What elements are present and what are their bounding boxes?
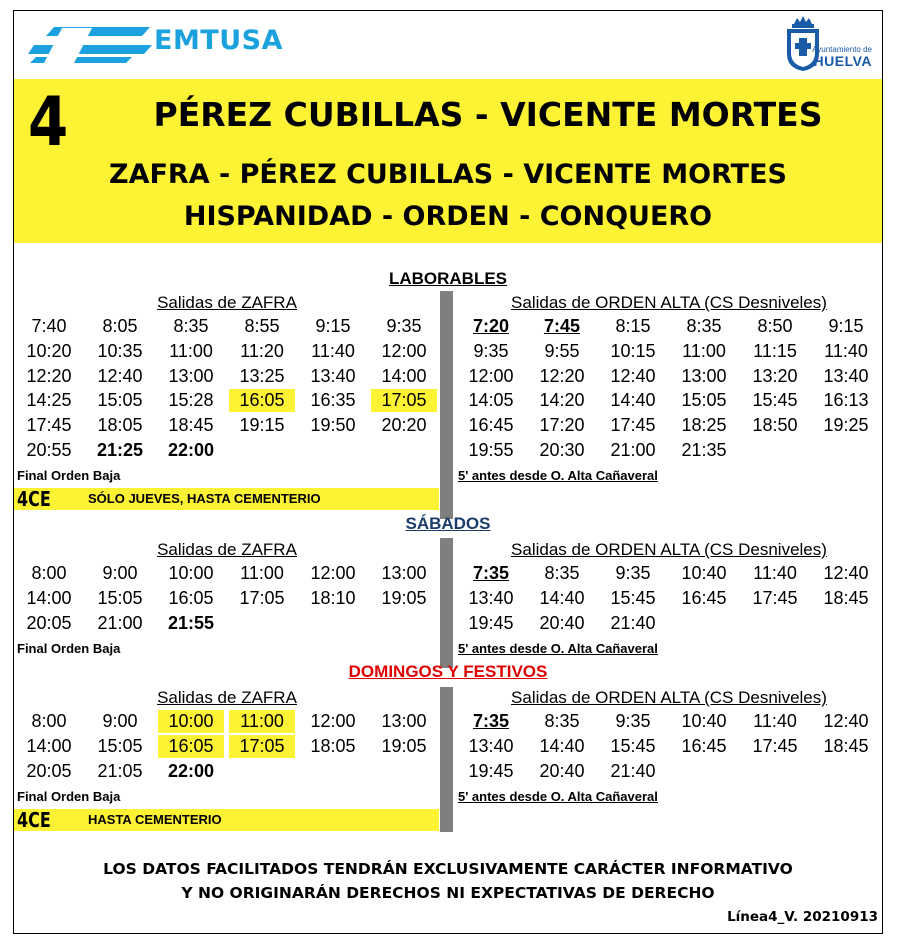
domingos-right-note: 5' antes desde O. Alta Cañaveral bbox=[458, 789, 658, 804]
domingos-right-time-cell: 20:40 bbox=[539, 760, 585, 781]
laborables-right-time-cell: 21:35 bbox=[681, 440, 727, 460]
sabados-right-time-cell: 19:45 bbox=[468, 612, 514, 633]
band-code-4ce: 4CE bbox=[17, 487, 51, 511]
laborables-left-time-cell: 16:35 bbox=[310, 390, 356, 411]
laborables-zafra-header: Salidas de ZAFRA bbox=[157, 293, 297, 312]
laborables-right-time-cell: 11:15 bbox=[753, 340, 797, 361]
laborables-left-time-cell: 9:35 bbox=[386, 316, 422, 336]
domingos-right-time-cell: 19:45 bbox=[468, 760, 514, 781]
sabados-left-time-cell: 16:05 bbox=[168, 587, 214, 608]
laborables-left-time-cell: 7:40 bbox=[31, 316, 67, 336]
sabados-right-time-cell: 21:40 bbox=[610, 612, 656, 633]
sabados-right-time-cell: 14:40 bbox=[539, 587, 585, 608]
laborables-left-time-cell: 19:15 bbox=[239, 415, 285, 436]
domingos-right-time-cell: 8:35 bbox=[544, 711, 580, 731]
domingos-right-time-cell: 15:45 bbox=[610, 735, 656, 756]
domingos-left-time-cell: 8:00 bbox=[31, 711, 67, 731]
sabados-left-time-cell: 13:00 bbox=[381, 563, 427, 583]
sabados-right-time-cell: 15:45 bbox=[610, 587, 656, 608]
laborables-left-time-cell: 11:00 bbox=[169, 340, 213, 361]
laborables-left-time-cell: 18:05 bbox=[97, 415, 143, 436]
domingos-right-time-cell: 11:40 bbox=[753, 711, 797, 731]
route-header bbox=[14, 79, 882, 243]
laborables-right-time-cell: 11:40 bbox=[824, 340, 868, 361]
laborables-right-time-cell: 12:00 bbox=[468, 365, 514, 386]
sabados-right-note: 5' antes desde O. Alta Cañaveral bbox=[458, 641, 658, 656]
laborables-left-time-cell: 11:20 bbox=[240, 340, 284, 361]
laborables-right-time-cell: 8:50 bbox=[757, 316, 793, 336]
sabados-right-time-cell: 8:35 bbox=[544, 563, 580, 583]
domingos-orden-header: Salidas de ORDEN ALTA (CS Desniveles) bbox=[511, 688, 827, 707]
sabados-right-time-cell: 20:40 bbox=[539, 612, 585, 633]
laborables-right-time-cell: 15:05 bbox=[681, 390, 727, 411]
laborables-left-time-cell: 10:20 bbox=[26, 340, 72, 361]
laborables-left-note: Final Orden Baja bbox=[17, 468, 121, 483]
section-title-laborables: LABORABLES bbox=[388, 269, 508, 288]
logo-bar bbox=[14, 11, 882, 79]
sabados-left-time-cell: 9:00 bbox=[102, 563, 138, 583]
sabados-left-time-cell: 10:00 bbox=[168, 563, 214, 583]
laborables-right-time-cell: 19:55 bbox=[468, 440, 514, 460]
laborables-right-time-cell: 13:40 bbox=[823, 365, 869, 386]
laborables-left-time-cell: 21:25 bbox=[96, 440, 144, 460]
route-title: PÉREZ CUBILLAS - VICENTE MORTES bbox=[153, 95, 823, 134]
sabados-left-time-cell: 11:00 bbox=[240, 563, 284, 583]
laborables-left-time-cell: 14:25 bbox=[26, 390, 72, 411]
sabados-right-time-cell: 10:40 bbox=[681, 563, 727, 583]
sabados-zafra-header: Salidas de ZAFRA bbox=[157, 540, 297, 559]
section-title-domingos: DOMINGOS Y FESTIVOS bbox=[348, 662, 548, 681]
laborables-right-time-cell: 18:50 bbox=[752, 415, 798, 436]
sabados-left-time-cell: 19:05 bbox=[381, 587, 427, 608]
huelva-label: HUELVA bbox=[813, 53, 872, 69]
domingos-left-time-cell: 11:00 bbox=[229, 710, 295, 733]
timetable-sheet bbox=[13, 10, 883, 934]
sabados-right-time-cell: 13:40 bbox=[468, 587, 514, 608]
laborables-right-time-cell: 14:40 bbox=[610, 390, 656, 411]
domingos-right-time-cell: 16:45 bbox=[681, 735, 727, 756]
laborables-left-time-cell: 14:00 bbox=[381, 365, 427, 386]
laborables-left-time-cell: 16:05 bbox=[229, 389, 295, 412]
sabados-right-time-cell: 11:40 bbox=[753, 563, 797, 583]
route-stops-line-1: ZAFRA - PÉREZ CUBILLAS - VICENTE MORTES bbox=[109, 159, 787, 190]
sabados-left-time-cell: 15:05 bbox=[97, 587, 143, 608]
laborables-left-time-cell: 8:55 bbox=[244, 316, 280, 336]
laborables-left-time-cell: 15:28 bbox=[168, 390, 214, 411]
domingos-left-time-cell: 22:00 bbox=[167, 760, 215, 781]
divider-laborables bbox=[440, 291, 453, 519]
line-number: 4 bbox=[28, 83, 69, 162]
laborables-4ce-band bbox=[14, 488, 439, 510]
laborables-right-time-cell: 16:45 bbox=[468, 415, 514, 436]
sabados-left-time-cell: 14:00 bbox=[26, 587, 72, 608]
laborables-right-time-cell: 9:55 bbox=[544, 340, 580, 361]
laborables-right-note: 5' antes desde O. Alta Cañaveral bbox=[458, 468, 658, 483]
domingos-right-time-cell: 7:35 bbox=[472, 711, 510, 731]
laborables-right-time-cell: 12:40 bbox=[610, 365, 656, 386]
laborables-right-time-cell: 21:00 bbox=[610, 440, 656, 460]
domingos-right-time-cell: 18:45 bbox=[823, 735, 869, 756]
laborables-right-time-cell: 7:20 bbox=[472, 316, 510, 336]
domingos-left-time-cell: 19:05 bbox=[381, 735, 427, 756]
sabados-orden-header: Salidas de ORDEN ALTA (CS Desniveles) bbox=[511, 540, 827, 559]
domingos-right-time-cell: 21:40 bbox=[610, 760, 656, 781]
domingos-left-note: Final Orden Baja bbox=[17, 789, 121, 804]
domingos-left-time-cell: 10:00 bbox=[158, 710, 224, 733]
band-text: SÓLO JUEVES, HASTA CEMENTERIO bbox=[88, 491, 321, 506]
sabados-left-time-cell: 8:00 bbox=[31, 563, 67, 583]
laborables-right-time-cell: 7:45 bbox=[543, 316, 581, 336]
laborables-left-time-cell: 12:40 bbox=[97, 365, 143, 386]
laborables-left-time-cell: 8:35 bbox=[173, 316, 209, 336]
laborables-right-time-cell: 13:20 bbox=[752, 365, 798, 386]
band-text: HASTA CEMENTERIO bbox=[88, 812, 222, 827]
laborables-left-time-cell: 13:00 bbox=[168, 365, 214, 386]
domingos-right-time-cell: 9:35 bbox=[615, 711, 651, 731]
sabados-left-note: Final Orden Baja bbox=[17, 641, 121, 656]
laborables-right-time-cell: 11:00 bbox=[682, 340, 726, 361]
laborables-right-time-cell: 18:25 bbox=[681, 415, 727, 436]
section-title-sabados: SÁBADOS bbox=[405, 514, 491, 533]
laborables-left-time-cell: 22:00 bbox=[167, 440, 215, 460]
domingos-left-time-cell: 12:00 bbox=[310, 711, 356, 731]
laborables-left-time-cell: 20:55 bbox=[26, 440, 72, 460]
laborables-right-time-cell: 15:45 bbox=[752, 390, 798, 411]
divider-sabados bbox=[440, 538, 453, 668]
domingos-right-time-cell: 10:40 bbox=[681, 711, 727, 731]
domingos-zafra-header: Salidas de ZAFRA bbox=[157, 688, 297, 707]
emtusa-wordmark: EMTUSA bbox=[154, 25, 283, 56]
sabados-right-time-cell: 18:45 bbox=[823, 587, 869, 608]
domingos-left-time-cell: 9:00 bbox=[102, 711, 138, 731]
laborables-right-time-cell: 20:30 bbox=[539, 440, 585, 460]
laborables-left-time-cell: 20:20 bbox=[381, 415, 427, 436]
laborables-left-time-cell: 17:45 bbox=[26, 415, 72, 436]
laborables-left-time-cell: 15:05 bbox=[97, 390, 143, 411]
laborables-left-time-cell: 19:50 bbox=[310, 415, 356, 436]
domingos-right-time-cell: 13:40 bbox=[468, 735, 514, 756]
laborables-right-time-cell: 8:15 bbox=[615, 316, 651, 336]
sabados-right-time-cell: 12:40 bbox=[823, 563, 869, 583]
laborables-right-time-cell: 13:00 bbox=[681, 365, 727, 386]
sabados-left-time-cell: 17:05 bbox=[239, 587, 285, 608]
domingos-left-time-cell: 13:00 bbox=[381, 711, 427, 731]
domingos-left-time-cell: 15:05 bbox=[97, 735, 143, 756]
sabados-right-time-cell: 9:35 bbox=[615, 563, 651, 583]
domingos-left-time-cell: 14:00 bbox=[26, 735, 72, 756]
laborables-right-time-cell: 9:15 bbox=[828, 316, 864, 336]
sabados-right-time-cell: 17:45 bbox=[752, 587, 798, 608]
laborables-right-time-cell: 14:05 bbox=[468, 390, 514, 411]
laborables-left-time-cell: 9:15 bbox=[315, 316, 351, 336]
sabados-right-time-cell: 16:45 bbox=[681, 587, 727, 608]
divider-domingos bbox=[440, 687, 453, 832]
version-label: Línea4_V. 20210913 bbox=[727, 909, 878, 925]
domingos-4ce-band bbox=[14, 809, 439, 831]
laborables-left-time-cell: 18:45 bbox=[168, 415, 214, 436]
laborables-left-time-cell: 12:20 bbox=[26, 365, 72, 386]
route-stops-line-2: HISPANIDAD - ORDEN - CONQUERO bbox=[183, 201, 713, 232]
laborables-right-time-cell: 14:20 bbox=[539, 390, 585, 411]
domingos-right-time-cell: 17:45 bbox=[752, 735, 798, 756]
disclaimer-line-2: Y NO ORIGINARÁN DERECHOS NI EXPECTATIVAS DE DERECHO bbox=[181, 884, 715, 902]
laborables-right-time-cell: 19:25 bbox=[823, 415, 869, 436]
domingos-left-time-cell: 18:05 bbox=[310, 735, 356, 756]
laborables-left-time-cell: 17:05 bbox=[371, 389, 437, 412]
laborables-orden-header: Salidas de ORDEN ALTA (CS Desniveles) bbox=[511, 293, 827, 312]
laborables-right-time-cell: 17:20 bbox=[539, 415, 585, 436]
sabados-left-time-cell: 20:05 bbox=[26, 612, 72, 633]
laborables-left-time-cell: 11:40 bbox=[311, 340, 355, 361]
disclaimer-line-1: LOS DATOS FACILITADOS TENDRÁN EXCLUSIVAMENTE CARÁCTER INFORMATIVO bbox=[103, 860, 793, 878]
laborables-right-time-cell: 9:35 bbox=[473, 340, 509, 361]
laborables-right-time-cell: 8:35 bbox=[686, 316, 722, 336]
domingos-right-time-cell: 14:40 bbox=[539, 735, 585, 756]
laborables-right-time-cell: 10:15 bbox=[610, 340, 656, 361]
laborables-left-time-cell: 12:00 bbox=[381, 340, 427, 361]
laborables-left-time-cell: 8:05 bbox=[102, 316, 138, 336]
laborables-left-time-cell: 13:25 bbox=[239, 365, 285, 386]
sabados-right-time-cell: 7:35 bbox=[472, 563, 510, 583]
domingos-left-time-cell: 21:05 bbox=[97, 760, 143, 781]
laborables-left-time-cell: 10:35 bbox=[97, 340, 143, 361]
band-code-4ce: 4CE bbox=[17, 808, 51, 832]
emtusa-logo-icon bbox=[22, 23, 154, 69]
sabados-left-time-cell: 21:00 bbox=[97, 612, 143, 633]
sabados-left-time-cell: 18:10 bbox=[310, 587, 356, 608]
sabados-left-time-cell: 21:55 bbox=[167, 612, 215, 633]
laborables-right-time-cell: 12:20 bbox=[539, 365, 585, 386]
laborables-right-time-cell: 17:45 bbox=[610, 415, 656, 436]
ayuntamiento-label: Ayuntamiento de bbox=[812, 45, 872, 54]
laborables-right-time-cell: 16:13 bbox=[823, 390, 869, 411]
domingos-right-time-cell: 12:40 bbox=[823, 711, 869, 731]
laborables-left-time-cell: 13:40 bbox=[310, 365, 356, 386]
domingos-left-time-cell: 20:05 bbox=[26, 760, 72, 781]
sabados-left-time-cell: 12:00 bbox=[310, 563, 356, 583]
domingos-left-time-cell: 16:05 bbox=[158, 735, 224, 758]
domingos-left-time-cell: 17:05 bbox=[229, 735, 295, 758]
